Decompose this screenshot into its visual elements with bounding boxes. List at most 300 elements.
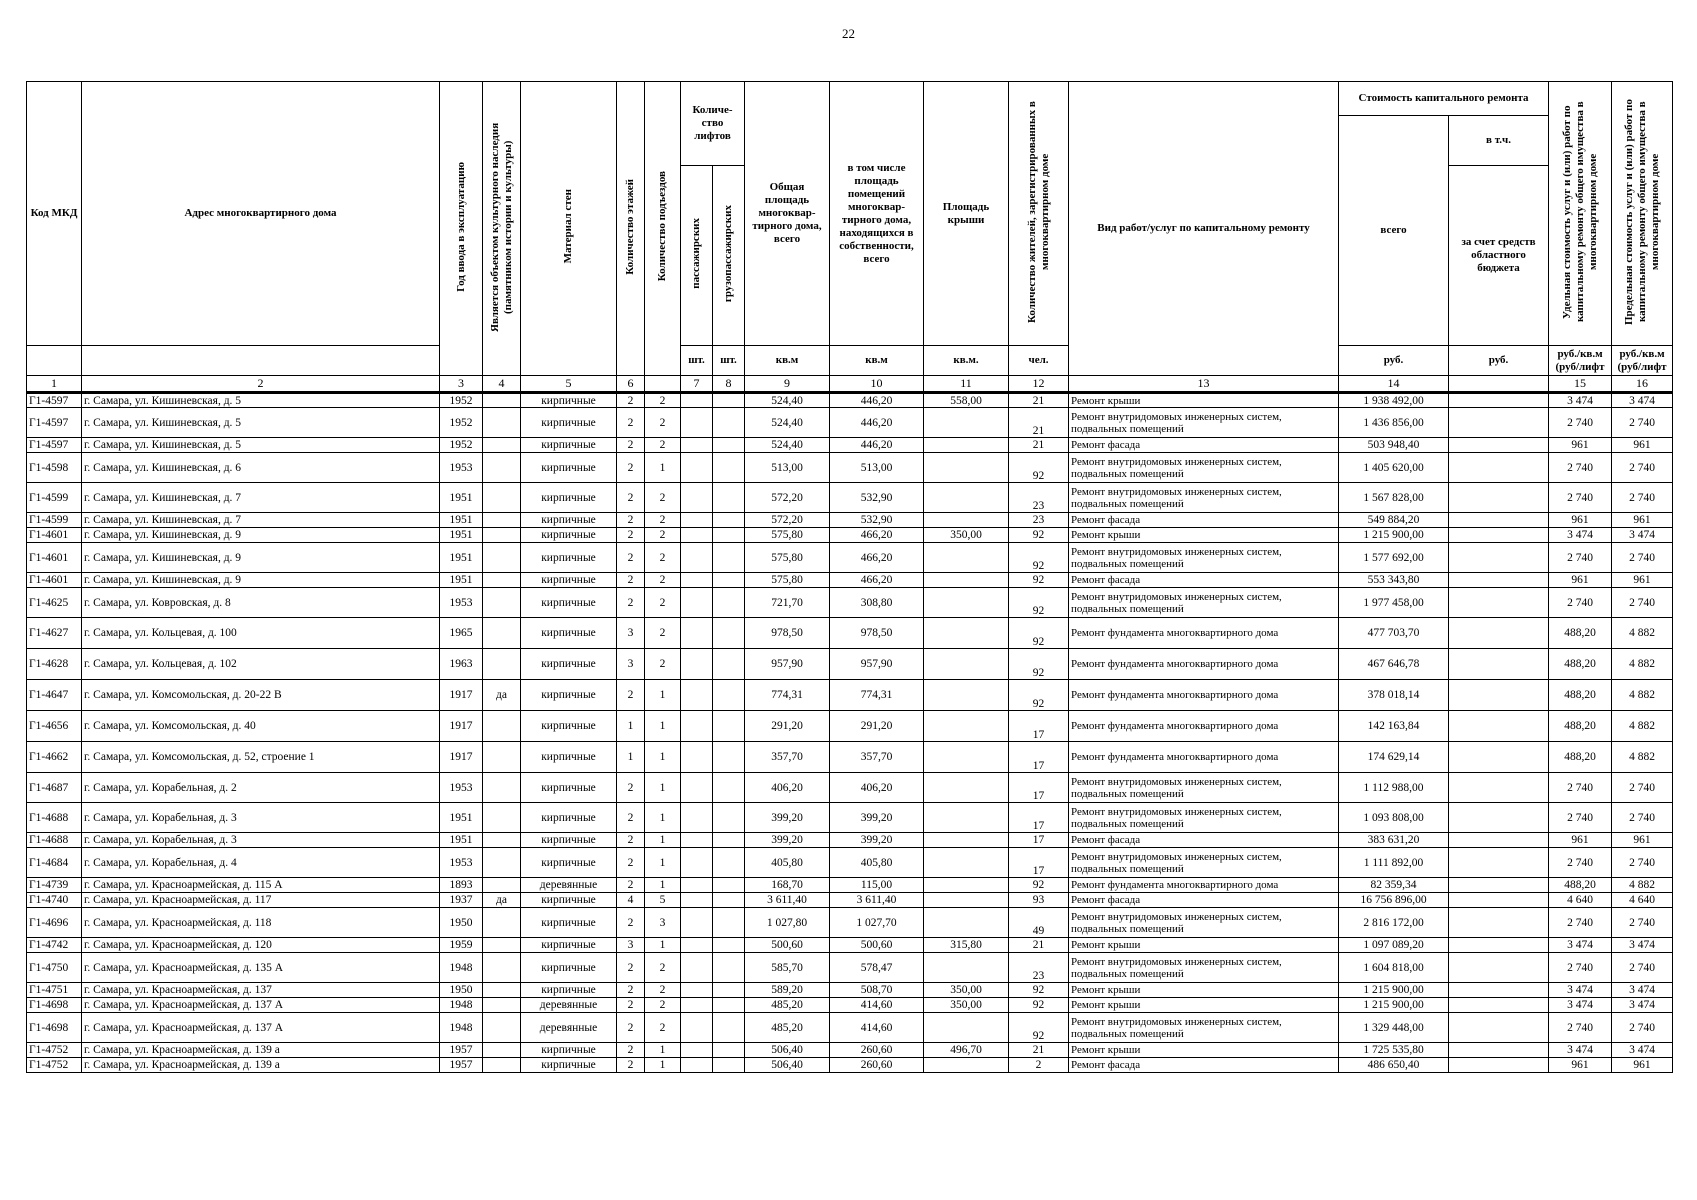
cell-address: г. Самара, ул. Кишиневская, д. 6 [82,453,440,483]
cell-area-total: 978,50 [745,618,830,649]
cell-cost-total: 477 703,70 [1339,618,1449,649]
column-number [645,376,681,393]
cell-entrances: 2 [645,983,681,998]
cell-area-owned: 3 611,40 [830,893,924,908]
cell-area-total: 575,80 [745,528,830,543]
cell-residents: 92 [1009,588,1069,618]
table-row [27,878,1673,893]
cell-cost-regional [1449,649,1549,680]
cell-code: Г1-4696 [27,908,82,938]
cell-year: 1917 [440,680,483,711]
cell-unit-cost: 488,20 [1549,711,1612,742]
cell-cost-regional [1449,680,1549,711]
unit-area-owned: кв.м [830,346,924,376]
cell-unit-cost: 4 640 [1549,893,1612,908]
cell-area-total: 500,60 [745,938,830,953]
cell-residents: 93 [1009,893,1069,908]
cell-address: г. Самара, ул. Кишиневская, д. 7 [82,513,440,528]
cell-year: 1959 [440,938,483,953]
cell-address: г. Самара, ул. Кишиневская, д. 9 [82,528,440,543]
cell-entrances: 2 [645,618,681,649]
column-number: 14 [1339,376,1449,393]
cell-entrances: 1 [645,711,681,742]
cell-area-owned: 357,70 [830,742,924,773]
cell-area-owned: 532,90 [830,483,924,513]
cell-area-owned: 399,20 [830,803,924,833]
cell-year: 1951 [440,513,483,528]
cell-area-owned: 978,50 [830,618,924,649]
cell-heritage [483,393,521,408]
unit-lifts-cargo: шт. [713,346,745,376]
cell-unit-cost: 3 474 [1549,528,1612,543]
cell-walls: кирпичные [521,408,617,438]
header-area-total: Общая площадь многоквар-тирного дома, всего [745,82,830,346]
cell-area-total: 774,31 [745,680,830,711]
cell-cost-total: 1 577 692,00 [1339,543,1449,573]
cell-unit-cost: 961 [1549,573,1612,588]
cell-walls: кирпичные [521,908,617,938]
column-number: 13 [1069,376,1339,393]
cell-code: Г1-4752 [27,1058,82,1073]
cell-work-type: Ремонт фасада [1069,1058,1339,1073]
cell-lifts-cargo [713,848,745,878]
cell-work-type: Ремонт крыши [1069,393,1339,408]
table-row [27,573,1673,588]
table-row [27,742,1673,773]
cell-cost-total: 82 359,34 [1339,878,1449,893]
cell-lifts-cargo [713,408,745,438]
cell-work-type: Ремонт внутридомовых инженерных систем, подвальных помещений [1069,908,1339,938]
column-number: 6 [617,376,645,393]
cell-lifts-cargo [713,513,745,528]
cell-cost-total: 467 646,78 [1339,649,1449,680]
cell-year: 1951 [440,528,483,543]
cell-walls: кирпичные [521,803,617,833]
cell-heritage [483,573,521,588]
column-number: 15 [1549,376,1612,393]
cell-unit-cost: 2 740 [1549,803,1612,833]
cell-cost-total: 1 215 900,00 [1339,528,1449,543]
unit-residents: чел. [1009,346,1069,376]
cell-area-owned: 260,60 [830,1043,924,1058]
cell-year: 1948 [440,1013,483,1043]
cell-area-total: 485,20 [745,998,830,1013]
cell-residents: 92 [1009,573,1069,588]
cell-limit-cost: 2 740 [1612,953,1673,983]
cell-cost-regional [1449,983,1549,998]
cell-area-total: 485,20 [745,1013,830,1043]
cell-code: Г1-4597 [27,438,82,453]
cell-cost-regional [1449,773,1549,803]
cell-area-owned: 500,60 [830,938,924,953]
cell-floors: 2 [617,1013,645,1043]
table-row [27,983,1673,998]
cell-area-owned: 513,00 [830,453,924,483]
cell-floors: 2 [617,833,645,848]
cell-code: Г1-4740 [27,893,82,908]
cell-year: 1957 [440,1058,483,1073]
cell-walls: кирпичные [521,680,617,711]
cell-limit-cost: 2 740 [1612,483,1673,513]
cell-floors: 2 [617,803,645,833]
cell-area-total: 168,70 [745,878,830,893]
cell-lifts-cargo [713,1013,745,1043]
cell-area-owned: 115,00 [830,878,924,893]
cell-area-owned: 466,20 [830,528,924,543]
cell-area-total: 506,40 [745,1043,830,1058]
cell-lifts-passenger [681,438,713,453]
cell-heritage [483,513,521,528]
cell-cost-regional [1449,393,1549,408]
cell-limit-cost: 4 882 [1612,878,1673,893]
cell-code: Г1-4598 [27,453,82,483]
cell-residents: 23 [1009,483,1069,513]
cell-lifts-cargo [713,1043,745,1058]
cell-lifts-passenger [681,1043,713,1058]
cell-area-owned: 774,31 [830,680,924,711]
header-limit-cost: Предельная стоимость услуг и (или) работ по капитальному ремонту общего имущества в многоквартирном доме [1622,98,1661,325]
cell-cost-regional [1449,543,1549,573]
table-row [27,513,1673,528]
cell-work-type: Ремонт крыши [1069,983,1339,998]
cell-cost-regional [1449,408,1549,438]
cell-area-owned: 414,60 [830,998,924,1013]
cell-work-type: Ремонт крыши [1069,998,1339,1013]
cell-unit-cost: 488,20 [1549,878,1612,893]
cell-walls: кирпичные [521,983,617,998]
cell-area-owned: 508,70 [830,983,924,998]
header-roof-area: Площадь крыши [924,82,1009,346]
cell-address: г. Самара, ул. Красноармейская, д. 137 А [82,998,440,1013]
cell-area-total: 957,90 [745,649,830,680]
cell-floors: 2 [617,483,645,513]
cell-roof-area [924,543,1009,573]
cell-address: г. Самара, ул. Кишиневская, д. 9 [82,543,440,573]
cell-roof-area [924,438,1009,453]
cell-unit-cost: 3 474 [1549,1043,1612,1058]
cell-lifts-passenger [681,528,713,543]
unit-area-total: кв.м [745,346,830,376]
cell-limit-cost: 2 740 [1612,588,1673,618]
cell-lifts-passenger [681,618,713,649]
cell-roof-area [924,513,1009,528]
cell-limit-cost: 961 [1612,513,1673,528]
cell-cost-total: 1 112 988,00 [1339,773,1449,803]
cell-heritage [483,803,521,833]
cell-roof-area: 350,00 [924,528,1009,543]
header-work-type: Вид работ/услуг по капитальному ремонту [1069,82,1339,376]
cell-code: Г1-4751 [27,983,82,998]
cell-work-type: Ремонт фасада [1069,893,1339,908]
cell-lifts-passenger [681,908,713,938]
column-number: 8 [713,376,745,393]
cell-heritage [483,908,521,938]
cell-cost-regional [1449,453,1549,483]
cell-limit-cost: 961 [1612,1058,1673,1073]
cell-area-total: 399,20 [745,803,830,833]
cell-address: г. Самара, ул. Корабельная, д. 3 [82,833,440,848]
unit-unit-cost: руб./кв.м (руб/лифт [1549,346,1612,376]
table-row [27,649,1673,680]
header-cost-regional: за счет средств областного бюджета [1449,166,1549,346]
cell-cost-regional [1449,528,1549,543]
cell-roof-area: 496,70 [924,1043,1009,1058]
cell-work-type: Ремонт внутридомовых инженерных систем, подвальных помещений [1069,803,1339,833]
table-body [27,393,1673,1073]
cell-area-owned: 406,20 [830,773,924,803]
cell-cost-total: 1 097 089,20 [1339,938,1449,953]
cell-cost-regional [1449,998,1549,1013]
header-heritage: Является объектом культурного наследия (памятником истории и культуры) [488,121,514,332]
cell-address: г. Самара, ул. Красноармейская, д. 137 [82,983,440,998]
cell-work-type: Ремонт фасада [1069,833,1339,848]
cell-walls: кирпичные [521,938,617,953]
cell-lifts-passenger [681,513,713,528]
cell-cost-regional [1449,711,1549,742]
cell-area-total: 3 611,40 [745,893,830,908]
cell-year: 1917 [440,711,483,742]
cell-address: г. Самара, ул. Красноармейская, д. 139 а [82,1058,440,1073]
table-row [27,893,1673,908]
cell-unit-cost: 3 474 [1549,983,1612,998]
table-row [27,543,1673,573]
cell-heritage [483,953,521,983]
cell-walls: кирпичные [521,773,617,803]
cell-heritage: да [483,893,521,908]
cell-code: Г1-4698 [27,998,82,1013]
cell-cost-regional [1449,938,1549,953]
cell-code: Г1-4599 [27,513,82,528]
cell-cost-total: 1 215 900,00 [1339,998,1449,1013]
cell-code: Г1-4688 [27,833,82,848]
cell-walls: кирпичные [521,543,617,573]
cell-walls: деревянные [521,1013,617,1043]
cell-code: Г1-4601 [27,543,82,573]
cell-roof-area [924,649,1009,680]
cell-cost-total: 142 163,84 [1339,711,1449,742]
cell-heritage [483,649,521,680]
cell-code: Г1-4698 [27,1013,82,1043]
cell-lifts-passenger [681,893,713,908]
cell-year: 1953 [440,848,483,878]
cell-lifts-passenger [681,711,713,742]
cell-lifts-passenger [681,543,713,573]
column-number: 2 [82,376,440,393]
cell-roof-area: 350,00 [924,983,1009,998]
cell-cost-total: 1 093 808,00 [1339,803,1449,833]
table-row [27,1013,1673,1043]
cell-walls: кирпичные [521,528,617,543]
cell-lifts-cargo [713,649,745,680]
cell-area-total: 572,20 [745,483,830,513]
table-row [27,680,1673,711]
cell-heritage [483,711,521,742]
cell-year: 1957 [440,1043,483,1058]
column-number: 12 [1009,376,1069,393]
cell-work-type: Ремонт внутридомовых инженерных систем, подвальных помещений [1069,848,1339,878]
cell-unit-cost: 2 740 [1549,908,1612,938]
cell-address: г. Самара, ул. Красноармейская, д. 117 [82,893,440,908]
cell-work-type: Ремонт фундамента многоквартирного дома [1069,711,1339,742]
cell-year: 1965 [440,618,483,649]
cell-code: Г1-4647 [27,680,82,711]
cell-roof-area: 315,80 [924,938,1009,953]
table-header [27,82,1673,393]
cell-cost-total: 16 756 896,00 [1339,893,1449,908]
cell-roof-area [924,893,1009,908]
cell-residents: 17 [1009,742,1069,773]
cell-cost-total: 1 725 535,80 [1339,1043,1449,1058]
header-floors: Количество этажей [624,178,636,275]
cell-address: г. Самара, ул. Красноармейская, д. 120 [82,938,440,953]
cell-residents: 92 [1009,998,1069,1013]
column-number: 7 [681,376,713,393]
cell-entrances: 1 [645,742,681,773]
cell-work-type: Ремонт фасада [1069,573,1339,588]
cell-unit-cost: 488,20 [1549,742,1612,773]
cell-roof-area [924,908,1009,938]
cell-roof-area: 350,00 [924,998,1009,1013]
cell-entrances: 1 [645,848,681,878]
cell-residents: 92 [1009,453,1069,483]
cell-entrances: 2 [645,528,681,543]
cell-area-owned: 405,80 [830,848,924,878]
cell-residents: 17 [1009,711,1069,742]
table-row [27,1058,1673,1073]
cell-cost-regional [1449,438,1549,453]
cell-walls: кирпичные [521,453,617,483]
cell-address: г. Самара, ул. Красноармейская, д. 137 А [82,1013,440,1043]
cell-walls: кирпичные [521,513,617,528]
cell-lifts-passenger [681,408,713,438]
cell-cost-regional [1449,1058,1549,1073]
cell-limit-cost: 2 740 [1612,453,1673,483]
cell-residents: 23 [1009,513,1069,528]
cell-code: Г1-4601 [27,573,82,588]
cell-cost-total: 1 436 856,00 [1339,408,1449,438]
cell-cost-regional [1449,803,1549,833]
cell-area-owned: 1 027,70 [830,908,924,938]
cell-limit-cost: 961 [1612,573,1673,588]
cell-lifts-passenger [681,848,713,878]
cell-residents: 23 [1009,953,1069,983]
cell-floors: 2 [617,408,645,438]
cell-residents: 21 [1009,1043,1069,1058]
cell-residents: 49 [1009,908,1069,938]
cell-year: 1937 [440,893,483,908]
cell-entrances: 2 [645,953,681,983]
cell-work-type: Ремонт внутридомовых инженерных систем, подвальных помещений [1069,408,1339,438]
cell-address: г. Самара, ул. Кольцевая, д. 100 [82,618,440,649]
cell-code: Г1-4688 [27,803,82,833]
cell-roof-area [924,742,1009,773]
cell-floors: 2 [617,908,645,938]
cell-area-total: 524,40 [745,393,830,408]
cell-unit-cost: 2 740 [1549,773,1612,803]
cell-limit-cost: 2 740 [1612,773,1673,803]
unit-limit-cost: руб./кв.м (руб/лифт [1612,346,1673,376]
cell-lifts-passenger [681,393,713,408]
cell-cost-total: 486 650,40 [1339,1058,1449,1073]
cell-entrances: 1 [645,680,681,711]
header-walls: Материал стен [562,189,574,264]
cell-walls: кирпичные [521,393,617,408]
cell-entrances: 1 [645,773,681,803]
cell-unit-cost: 961 [1549,833,1612,848]
cell-walls: кирпичные [521,1058,617,1073]
cell-entrances: 2 [645,438,681,453]
cell-address: г. Самара, ул. Кишиневская, д. 5 [82,393,440,408]
cell-entrances: 1 [645,833,681,848]
cell-address: г. Самара, ул. Корабельная, д. 3 [82,803,440,833]
cell-code: Г1-4628 [27,649,82,680]
cell-year: 1963 [440,649,483,680]
cell-walls: кирпичные [521,893,617,908]
cell-year: 1951 [440,483,483,513]
cell-limit-cost: 3 474 [1612,938,1673,953]
cell-heritage [483,998,521,1013]
cell-entrances: 2 [645,408,681,438]
cell-floors: 1 [617,742,645,773]
cell-floors: 2 [617,393,645,408]
cell-cost-total: 1 405 620,00 [1339,453,1449,483]
cell-lifts-passenger [681,773,713,803]
cell-walls: кирпичные [521,483,617,513]
cell-residents: 21 [1009,438,1069,453]
cell-work-type: Ремонт крыши [1069,528,1339,543]
column-number: 16 [1612,376,1673,393]
page-number: 22 [842,26,855,41]
cell-lifts-cargo [713,1058,745,1073]
cell-area-owned: 260,60 [830,1058,924,1073]
cell-limit-cost: 2 740 [1612,408,1673,438]
cell-work-type: Ремонт фундамента многоквартирного дома [1069,878,1339,893]
cell-walls: кирпичные [521,438,617,453]
cell-unit-cost: 2 740 [1549,543,1612,573]
cell-limit-cost: 3 474 [1612,983,1673,998]
header-address: Адрес многоквартирного дома [82,82,440,346]
cell-residents: 92 [1009,878,1069,893]
cell-residents: 92 [1009,543,1069,573]
cell-roof-area: 558,00 [924,393,1009,408]
cell-work-type: Ремонт фундамента многоквартирного дома [1069,618,1339,649]
cell-code: Г1-4627 [27,618,82,649]
cell-cost-total: 1 604 818,00 [1339,953,1449,983]
cell-area-total: 291,20 [745,711,830,742]
cell-work-type: Ремонт фундамента многоквартирного дома [1069,649,1339,680]
cell-residents: 17 [1009,773,1069,803]
cell-cost-regional [1449,513,1549,528]
cell-lifts-cargo [713,773,745,803]
cell-limit-cost: 4 882 [1612,711,1673,742]
cell-code: Г1-4684 [27,848,82,878]
cell-year: 1952 [440,438,483,453]
header-year: Год ввода в эксплуатацию [454,161,467,292]
cell-entrances: 5 [645,893,681,908]
header-lifts-passenger: пассажирских [690,218,702,289]
cell-lifts-cargo [713,393,745,408]
cell-lifts-passenger [681,998,713,1013]
cell-unit-cost: 2 740 [1549,483,1612,513]
cell-year: 1950 [440,908,483,938]
cell-walls: кирпичные [521,953,617,983]
cell-cost-regional [1449,1013,1549,1043]
cell-lifts-cargo [713,998,745,1013]
table-row [27,953,1673,983]
cell-code: Г1-4597 [27,393,82,408]
cell-year: 1953 [440,773,483,803]
column-number-row [27,376,1673,393]
